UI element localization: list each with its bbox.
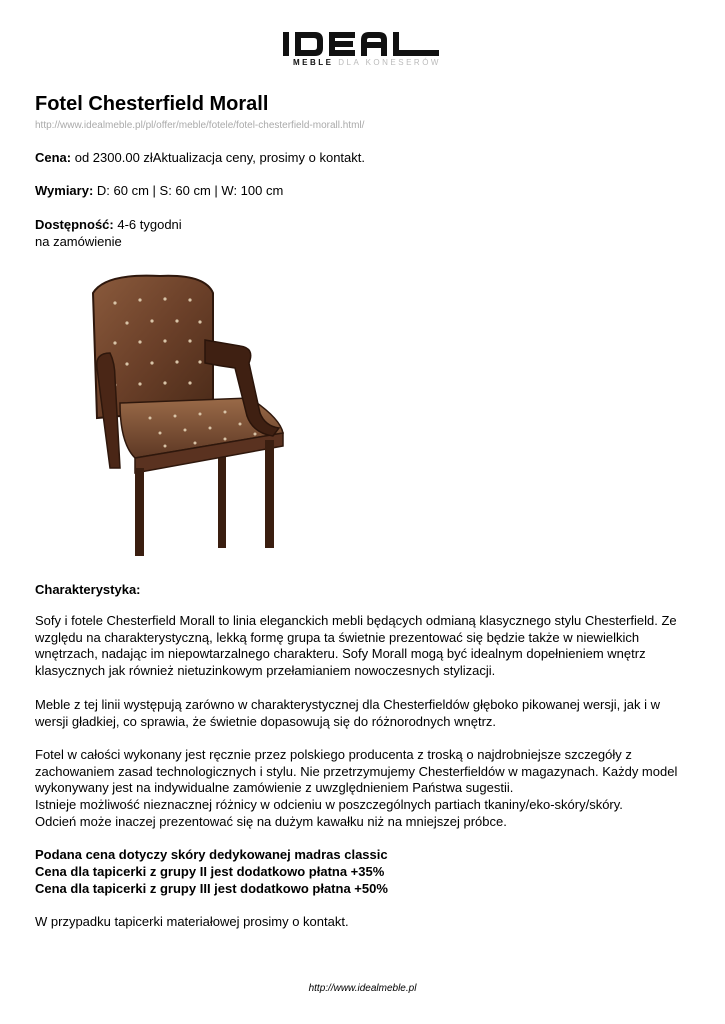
- dimensions-label: Wymiary:: [35, 183, 94, 198]
- tagline-light: DLA KONESERÓW: [338, 58, 441, 67]
- product-url[interactable]: http://www.idealmeble.pl/pl/offer/meble/fotele/fotel-chesterfield-morall.html/: [35, 120, 365, 131]
- availability-note: na zamówienie: [35, 234, 122, 249]
- price-line: [35, 150, 365, 166]
- availability-value: 4-6 tygodni: [113, 217, 182, 232]
- availability-label: Dostępność:: [35, 217, 114, 232]
- description-paragraph-3b: Istnieje możliwość nieznacznej różnicy w odcieniu w poszczególnych partiach tkaniny/eko-skóry/skóry.: [35, 797, 623, 812]
- product-photo: [35, 268, 315, 560]
- brand-tagline: [293, 58, 453, 67]
- ideal-wordmark: [283, 30, 443, 60]
- price-value: od 2300.00 złAktualizacja ceny, prosimy o kontakt.: [71, 150, 365, 165]
- footer-url[interactable]: http://www.idealmeble.pl: [308, 983, 417, 994]
- contact-note: W przypadku tapicerki materiałowej prosimy o kontakt.: [35, 914, 349, 929]
- description-paragraph-3c: Odcień może inaczej prezentować się na dużym kawałku niż na mniejszej próbce.: [35, 814, 507, 829]
- availability-line: [35, 217, 182, 233]
- price-note-1: Podana cena dotyczy skóry dedykowanej madras classic: [35, 847, 388, 862]
- description-paragraph-1: Sofy i fotele Chesterfield Morall to linia eleganckich mebli będących odmianą klasycznego stylu Chesterfield. Ze względu na charakterystyczną, lekką formę grupa ta świetnie prezentować się będzie także w niewielkich wnętrzach, nadając im niepowtarzalnego charakteru. Sofy Morall mogą być idealnym dopełnieniem wnętrz klasycznych jak również nietuzinkowym przełamianiem nowoczesnych stylizacji.: [35, 613, 677, 678]
- section-heading: Charakterystyka:: [35, 582, 141, 597]
- price-note-3: Cena dla tapicerki z grupy III jest dodatkowo płatna +50%: [35, 881, 388, 896]
- dimensions-line: [35, 183, 283, 199]
- page-title: Fotel Chesterfield Morall: [35, 93, 269, 115]
- dimensions-value: D: 60 cm | S: 60 cm | W: 100 cm: [93, 183, 284, 198]
- tagline-strong: MEBLE: [293, 58, 334, 67]
- description-paragraph-3: Fotel w całości wykonany jest ręcznie przez polskiego producenta z troską o najdrobniejsze szczegóły z zachowaniem zasad technologicznych i stylu. Nie przetrzymujemy Chesterfieldów w magazynach. Każdy model wykonywany jest na indywidualne zamówienie z uwzględnieniem Państwa sugestii.: [35, 747, 678, 796]
- price-label: Cena:: [35, 150, 72, 165]
- price-note-2: Cena dla tapicerki z grupy II jest dodatkowo płatna +35%: [35, 864, 385, 879]
- description-paragraph-2: Meble z tej linii występują zarówno w charakterystycznej dla Chesterfieldów głęboko pikowanej wersji, jak i w wersji gładkiej, co sprawia, że świetnie dopasowują się do różnorodnych wnętrz.: [35, 697, 660, 729]
